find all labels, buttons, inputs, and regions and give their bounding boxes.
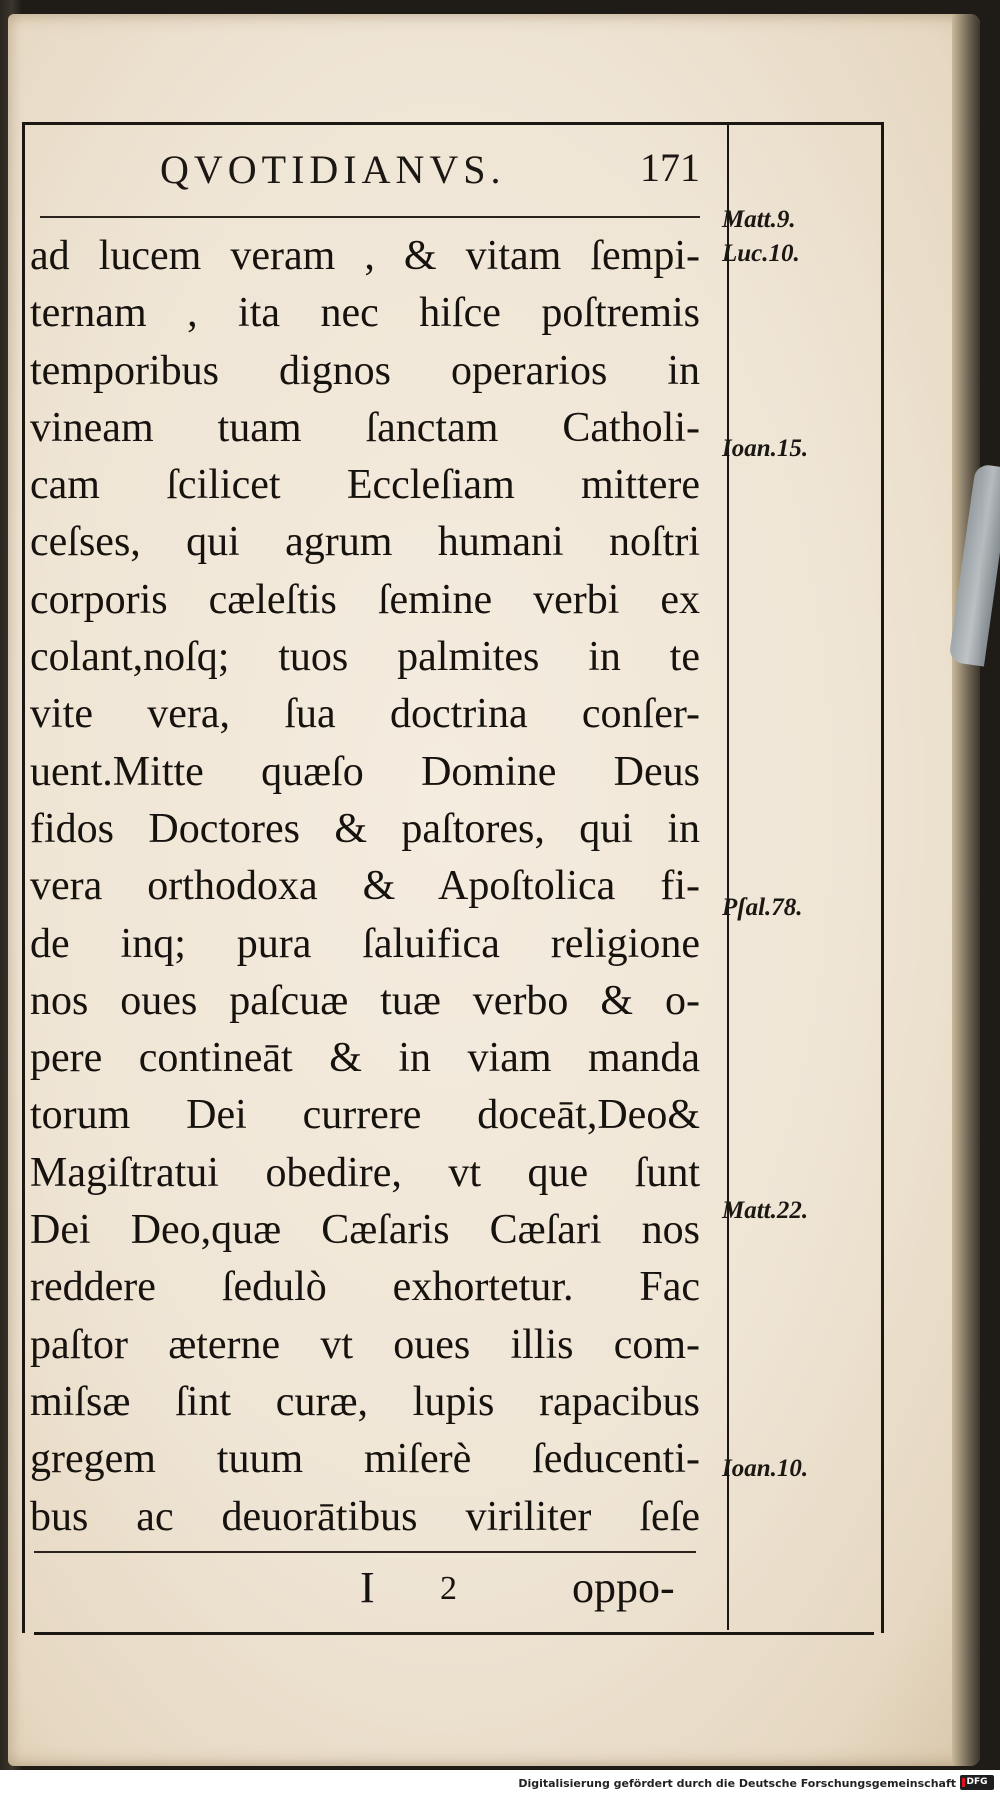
text-line: de inq; pura ſaluifica religione (30, 920, 700, 967)
text-line: ad lucem veram , & vitam ſempi- (30, 233, 700, 279)
frame-bottom-rule (34, 1632, 874, 1635)
catchword: oppo- (572, 1563, 675, 1612)
text-line: uent.Mitte quæſo Domine Deus (30, 748, 700, 795)
page-spine-edge (952, 14, 980, 1766)
text-line: ceſses, qui agrum humani noſtri (30, 519, 700, 566)
text-line: pere contineāt & in viam manda (30, 1035, 700, 1082)
text-line: reddere ſedulò exhortetur. Fac (30, 1264, 700, 1311)
dfg-logo: DFG (960, 1775, 994, 1790)
text-line: cam ſcilicet Eccleſiam mittere (30, 462, 700, 509)
margin-note: Matt.22. (722, 1197, 809, 1225)
text-line: Dei Deo,quæ Cæſaris Cæſari nos (30, 1207, 700, 1254)
text-line: miſsæ ſint curæ, lupis rapacibus (30, 1378, 700, 1425)
text-line: gregem tuum miſerè ſeducenti- (30, 1436, 700, 1483)
margin-note: Matt.9. (722, 206, 796, 233)
header-rule (40, 216, 700, 218)
margin-column-divider (727, 125, 729, 1630)
signature-mark: I (360, 1563, 375, 1612)
catchline-rule (34, 1551, 696, 1553)
text-line: bus ac deuorātibus viriliter ſeſe (30, 1493, 700, 1540)
body-text (30, 228, 700, 1546)
margin-note: Luc.10. (722, 240, 800, 268)
signature-number: 2 (440, 1570, 457, 1607)
margin-note: Pſal.78. (722, 893, 803, 921)
running-head-title: QVOTIDIANVS. (160, 147, 506, 192)
margin-note: Ioan.10. (722, 1455, 809, 1483)
text-line: vineam tuam ſanctam Catholi- (30, 404, 700, 451)
digitization-credit: Digitalisierung gefördert durch die Deutsche Forschungsgemeinschaft (518, 1777, 956, 1790)
text-line: colant,noſq; tuos palmites in te (30, 634, 700, 681)
text-line: corporis cæleſtis ſemine verbi ex (30, 576, 700, 623)
text-line: fidos Doctores & paſtores, qui in (30, 805, 700, 852)
text-line: temporibus dignos operarios in (30, 347, 700, 394)
page-number: 171 (640, 145, 700, 190)
margin-note: Ioan.15. (722, 435, 809, 463)
text-line: torum Dei currere doceāt,Deo& (30, 1092, 700, 1139)
text-line: vera orthodoxa & Apoſtolica fi- (30, 863, 700, 910)
text-line: Magiſtratui obedire, vt que ſunt (30, 1149, 700, 1196)
text-line: ternam , ita nec hiſce poſtremis (30, 290, 700, 337)
running-head (40, 140, 700, 204)
text-line: paſtor æterne vt oues illis com- (30, 1321, 700, 1368)
text-line: nos oues paſcuæ tuæ verbo & o- (30, 977, 700, 1024)
text-line: vite vera, ſua doctrina conſer- (30, 691, 700, 738)
